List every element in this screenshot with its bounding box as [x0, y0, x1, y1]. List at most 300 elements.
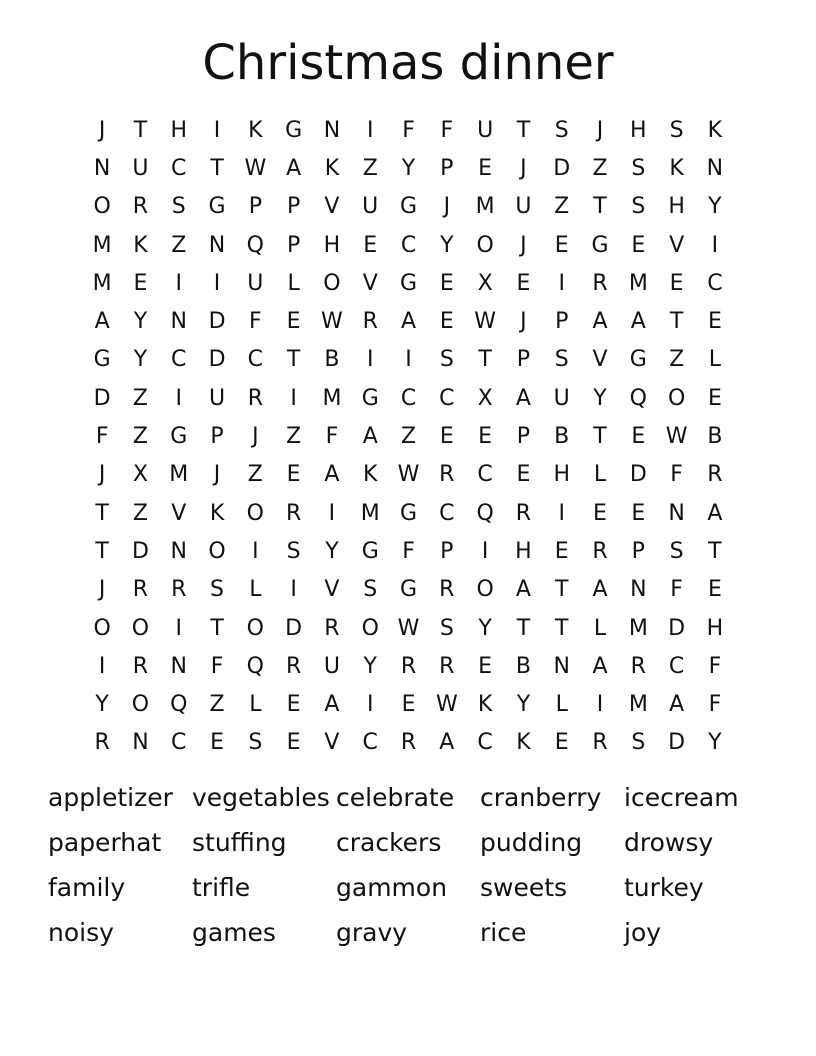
grid-letter[interactable]: I: [290, 577, 297, 603]
grid-letter[interactable]: E: [554, 538, 569, 564]
grid-letter[interactable]: Y: [133, 347, 148, 373]
grid-letter[interactable]: H: [630, 117, 647, 143]
grid-letter[interactable]: K: [209, 500, 225, 526]
grid-letter[interactable]: S: [248, 730, 263, 756]
grid-letter[interactable]: R: [707, 462, 723, 488]
grid-letter[interactable]: P: [516, 347, 531, 373]
grid-letter[interactable]: N: [170, 309, 187, 335]
grid-letter[interactable]: B: [707, 424, 723, 450]
grid-letter[interactable]: P: [516, 424, 531, 450]
grid-letter[interactable]: J: [520, 155, 527, 181]
grid-letter[interactable]: M: [475, 194, 495, 220]
grid-letter[interactable]: S: [631, 194, 646, 220]
grid-letter[interactable]: M: [322, 385, 342, 411]
grid-letter[interactable]: F: [708, 692, 722, 718]
grid-letter[interactable]: Z: [132, 424, 148, 450]
grid-letter[interactable]: T: [593, 194, 607, 220]
grid-letter[interactable]: R: [285, 500, 302, 526]
grid-letter[interactable]: O: [131, 615, 150, 641]
word-list-item: sweets: [480, 873, 568, 902]
grid-letter[interactable]: Q: [246, 232, 264, 258]
grid-letter[interactable]: L: [708, 347, 722, 373]
grid-letter[interactable]: D: [208, 309, 226, 335]
grid-letter[interactable]: C: [362, 730, 378, 756]
grid-letter[interactable]: T: [95, 500, 109, 526]
grid-letter[interactable]: E: [478, 424, 493, 450]
grid-letter[interactable]: I: [366, 347, 374, 373]
grid-letter[interactable]: F: [402, 538, 415, 564]
grid-letter[interactable]: U: [132, 155, 149, 181]
grid-letter[interactable]: V: [669, 232, 685, 258]
grid-letter[interactable]: K: [477, 692, 493, 718]
grid-letter[interactable]: A: [707, 500, 723, 526]
grid-letter[interactable]: Y: [593, 385, 607, 411]
grid-letter[interactable]: S: [631, 155, 646, 181]
grid-letter[interactable]: I: [596, 692, 604, 718]
grid-letter[interactable]: G: [591, 232, 609, 258]
grid-letter[interactable]: N: [553, 653, 570, 679]
grid-letter[interactable]: R: [285, 653, 302, 679]
grid-letter[interactable]: O: [93, 194, 111, 220]
grid-letter[interactable]: E: [363, 232, 378, 258]
grid-letter[interactable]: S: [363, 577, 378, 603]
grid-letter[interactable]: K: [669, 155, 684, 181]
word-list-item: appletizer: [48, 783, 173, 812]
grid-letter[interactable]: E: [478, 155, 493, 181]
grid-letter[interactable]: C: [171, 730, 187, 756]
grid-letter[interactable]: H: [323, 232, 341, 258]
grid-letter[interactable]: J: [98, 117, 106, 143]
grid-letter[interactable]: L: [593, 462, 607, 488]
grid-letter[interactable]: C: [439, 500, 455, 526]
grid-letter[interactable]: T: [286, 347, 301, 373]
grid-letter[interactable]: M: [628, 270, 648, 296]
grid-letter[interactable]: M: [169, 462, 189, 488]
grid-letter[interactable]: U: [323, 653, 340, 679]
grid-letter[interactable]: E: [478, 653, 493, 679]
grid-letter[interactable]: A: [515, 385, 531, 411]
grid-letter[interactable]: E: [593, 500, 607, 526]
grid-letter[interactable]: S: [439, 347, 454, 373]
grid-letter[interactable]: J: [252, 424, 259, 450]
grid-letter[interactable]: I: [252, 538, 259, 564]
grid-letter[interactable]: A: [362, 424, 378, 450]
grid-letter[interactable]: G: [285, 117, 303, 143]
grid-letter[interactable]: E: [631, 500, 646, 526]
word-list-item: celebrate: [336, 783, 455, 812]
grid-letter[interactable]: C: [707, 270, 723, 296]
grid-letter[interactable]: O: [323, 270, 341, 296]
grid-letter[interactable]: T: [593, 424, 607, 450]
grid-letter[interactable]: E: [554, 232, 569, 258]
grid-letter[interactable]: Y: [516, 692, 531, 718]
word-list-item: family: [48, 873, 126, 902]
grid-letter[interactable]: Y: [133, 309, 148, 335]
grid-letter[interactable]: Z: [592, 155, 608, 181]
grid-letter[interactable]: P: [248, 194, 262, 220]
grid-letter[interactable]: G: [361, 538, 379, 564]
grid-letter[interactable]: I: [175, 270, 182, 296]
grid-letter[interactable]: L: [287, 270, 300, 296]
grid-letter[interactable]: C: [400, 232, 417, 258]
grid-letter[interactable]: F: [402, 117, 415, 143]
grid-letter[interactable]: Z: [362, 155, 378, 181]
grid-letter[interactable]: E: [210, 730, 224, 756]
grid-letter[interactable]: A: [592, 653, 608, 679]
grid-letter[interactable]: Z: [554, 194, 570, 220]
grid-letter[interactable]: R: [439, 577, 455, 603]
grid-letter[interactable]: I: [366, 692, 374, 718]
grid-letter[interactable]: D: [93, 385, 111, 411]
grid-letter[interactable]: G: [208, 194, 226, 220]
grid-letter[interactable]: G: [399, 500, 418, 526]
grid-letter[interactable]: P: [286, 194, 301, 220]
grid-letter[interactable]: E: [401, 692, 416, 718]
grid-letter[interactable]: A: [324, 462, 340, 488]
grid-letter[interactable]: E: [669, 270, 684, 296]
grid-letter[interactable]: N: [630, 577, 647, 603]
word-list-item: drowsy: [624, 828, 714, 857]
grid-letter[interactable]: A: [669, 692, 685, 718]
grid-letter[interactable]: Y: [708, 194, 722, 220]
grid-letter[interactable]: Z: [132, 500, 148, 526]
grid-letter[interactable]: F: [95, 424, 109, 450]
grid-letter[interactable]: G: [399, 270, 418, 296]
grid-letter[interactable]: P: [210, 424, 224, 450]
grid-letter[interactable]: O: [476, 232, 494, 258]
grid-letter[interactable]: H: [706, 615, 724, 641]
grid-letter[interactable]: E: [439, 424, 454, 450]
grid-letter[interactable]: E: [707, 309, 722, 335]
grid-letter[interactable]: R: [592, 730, 608, 756]
grid-letter[interactable]: T: [133, 117, 148, 143]
grid-letter[interactable]: Y: [440, 232, 454, 258]
grid-letter[interactable]: G: [399, 577, 418, 603]
grid-letter[interactable]: R: [400, 730, 417, 756]
grid-letter[interactable]: J: [520, 309, 527, 335]
grid-letter[interactable]: T: [95, 538, 109, 564]
grid-letter[interactable]: T: [210, 155, 224, 181]
grid-letter[interactable]: Q: [170, 692, 188, 718]
grid-letter[interactable]: E: [554, 730, 569, 756]
grid-letter[interactable]: S: [554, 347, 569, 373]
grid-letter[interactable]: R: [324, 615, 340, 641]
grid-letter[interactable]: J: [596, 117, 604, 143]
grid-letter[interactable]: E: [516, 270, 531, 296]
grid-letter[interactable]: N: [323, 117, 341, 143]
grid-letter[interactable]: O: [246, 500, 264, 526]
grid-letter[interactable]: X: [477, 385, 493, 411]
grid-letter[interactable]: O: [476, 577, 494, 603]
grid-letter[interactable]: R: [439, 462, 455, 488]
grid-letter[interactable]: T: [554, 577, 569, 603]
grid-letter[interactable]: V: [324, 730, 340, 756]
grid-letter[interactable]: J: [443, 194, 451, 220]
grid-letter[interactable]: Y: [708, 730, 722, 756]
grid-letter[interactable]: R: [362, 309, 378, 335]
grid-letter[interactable]: N: [706, 155, 724, 181]
grid-letter[interactable]: N: [132, 730, 149, 756]
grid-letter[interactable]: L: [249, 692, 262, 718]
grid-letter[interactable]: R: [132, 577, 149, 603]
grid-letter[interactable]: J: [98, 577, 106, 603]
grid-letter[interactable]: R: [94, 730, 110, 756]
grid-letter[interactable]: W: [435, 692, 458, 718]
grid-letter[interactable]: P: [555, 309, 569, 335]
grid-letter[interactable]: A: [324, 692, 340, 718]
word-list-item: stuffing: [192, 828, 287, 857]
grid-letter[interactable]: C: [477, 462, 493, 488]
grid-letter[interactable]: O: [246, 615, 264, 641]
grid-letter[interactable]: G: [93, 347, 111, 373]
grid-letter[interactable]: F: [670, 462, 683, 488]
grid-letter[interactable]: F: [440, 117, 454, 143]
grid-letter[interactable]: Y: [478, 615, 492, 641]
grid-letter[interactable]: O: [361, 615, 379, 641]
grid-letter[interactable]: N: [170, 653, 187, 679]
grid-letter[interactable]: R: [132, 194, 149, 220]
grid-letter[interactable]: W: [474, 309, 496, 335]
grid-letter[interactable]: S: [171, 194, 186, 220]
grid-letter[interactable]: F: [708, 653, 722, 679]
grid-letter[interactable]: I: [405, 347, 412, 373]
grid-letter[interactable]: Y: [95, 692, 109, 718]
grid-letter[interactable]: R: [400, 653, 417, 679]
grid-letter[interactable]: G: [399, 194, 418, 220]
grid-letter[interactable]: N: [170, 538, 187, 564]
grid-letter[interactable]: C: [477, 730, 493, 756]
grid-letter[interactable]: I: [711, 232, 719, 258]
grid-letter[interactable]: Q: [246, 653, 264, 679]
grid-letter[interactable]: Z: [247, 462, 263, 488]
grid-letter[interactable]: Z: [209, 692, 225, 718]
grid-letter[interactable]: R: [515, 500, 532, 526]
grid-letter[interactable]: T: [708, 538, 722, 564]
grid-letter[interactable]: U: [247, 270, 264, 296]
grid-letter[interactable]: M: [628, 692, 648, 718]
grid-letter[interactable]: N: [93, 155, 111, 181]
grid-letter[interactable]: A: [400, 309, 417, 335]
grid-letter[interactable]: J: [520, 232, 527, 258]
grid-letter[interactable]: E: [707, 577, 722, 603]
grid-letter[interactable]: Z: [132, 385, 148, 411]
grid-letter[interactable]: E: [286, 309, 301, 335]
grid-letter[interactable]: E: [631, 232, 646, 258]
grid-letter[interactable]: H: [553, 462, 570, 488]
grid-letter[interactable]: E: [286, 462, 301, 488]
grid-letter[interactable]: D: [285, 615, 303, 641]
grid-letter[interactable]: L: [555, 692, 568, 718]
grid-letter[interactable]: I: [175, 615, 182, 641]
grid-letter[interactable]: C: [247, 347, 264, 373]
grid-letter[interactable]: V: [324, 194, 340, 220]
grid-letter[interactable]: G: [361, 385, 379, 411]
grid-letter[interactable]: R: [171, 577, 187, 603]
grid-letter[interactable]: S: [669, 117, 684, 143]
grid-letter[interactable]: S: [439, 615, 454, 641]
grid-letter[interactable]: I: [558, 500, 565, 526]
grid-letter[interactable]: E: [439, 309, 454, 335]
grid-letter[interactable]: F: [325, 424, 339, 450]
grid-letter[interactable]: T: [516, 117, 531, 143]
grid-letter[interactable]: K: [324, 155, 340, 181]
grid-letter[interactable]: K: [248, 117, 263, 143]
grid-letter[interactable]: O: [667, 385, 686, 411]
grid-letter[interactable]: M: [628, 615, 648, 641]
grid-letter[interactable]: B: [515, 653, 531, 679]
grid-letter[interactable]: A: [439, 730, 455, 756]
word-list-item: games: [192, 918, 276, 947]
grid-letter[interactable]: H: [668, 194, 685, 220]
grid-letter[interactable]: C: [668, 653, 685, 679]
puzzle-title: Christmas dinner: [202, 35, 614, 91]
grid-letter[interactable]: I: [328, 500, 336, 526]
grid-letter[interactable]: W: [665, 424, 688, 450]
grid-letter[interactable]: F: [249, 309, 262, 335]
grid-letter[interactable]: R: [247, 385, 263, 411]
grid-letter[interactable]: M: [360, 500, 380, 526]
word-list: [48, 777, 768, 957]
grid-letter[interactable]: C: [400, 385, 417, 411]
grid-letter[interactable]: I: [366, 117, 374, 143]
grid-letter[interactable]: F: [670, 577, 683, 603]
grid-letter[interactable]: I: [213, 270, 221, 296]
grid-letter[interactable]: K: [133, 232, 148, 258]
grid-letter[interactable]: U: [208, 385, 226, 411]
grid-letter[interactable]: E: [707, 385, 722, 411]
grid-letter[interactable]: E: [439, 270, 454, 296]
grid-letter[interactable]: E: [286, 692, 301, 718]
grid-letter[interactable]: E: [133, 270, 148, 296]
grid-letter[interactable]: F: [210, 653, 224, 679]
grid-letter[interactable]: T: [669, 309, 684, 335]
grid-letter[interactable]: D: [629, 462, 647, 488]
grid-letter[interactable]: E: [286, 730, 301, 756]
grid-letter[interactable]: I: [98, 653, 106, 679]
grid-letter[interactable]: S: [286, 538, 301, 564]
grid-letter[interactable]: O: [131, 692, 150, 718]
grid-letter[interactable]: E: [631, 424, 646, 450]
grid-letter[interactable]: J: [213, 462, 221, 488]
grid-letter[interactable]: K: [363, 462, 378, 488]
grid-letter[interactable]: J: [98, 462, 106, 488]
grid-letter[interactable]: S: [669, 538, 684, 564]
grid-letter[interactable]: Y: [401, 155, 416, 181]
grid-letter[interactable]: I: [558, 270, 565, 296]
grid-letter[interactable]: I: [290, 385, 297, 411]
grid-letter[interactable]: B: [554, 424, 570, 450]
grid-letter[interactable]: T: [210, 615, 224, 641]
grid-letter[interactable]: L: [593, 615, 607, 641]
grid-letter[interactable]: R: [132, 653, 149, 679]
grid-letter[interactable]: A: [592, 577, 608, 603]
grid-letter[interactable]: D: [208, 347, 226, 373]
grid-letter[interactable]: P: [631, 538, 645, 564]
grid-letter[interactable]: V: [324, 577, 340, 603]
grid-letter[interactable]: T: [554, 615, 569, 641]
grid-letter[interactable]: M: [92, 232, 112, 258]
grid-letter[interactable]: Y: [363, 653, 377, 679]
grid-letter[interactable]: T: [478, 347, 492, 373]
grid-letter[interactable]: T: [516, 615, 531, 641]
grid-letter[interactable]: U: [515, 194, 532, 220]
grid-letter[interactable]: D: [131, 538, 149, 564]
grid-letter[interactable]: A: [592, 309, 608, 335]
word-list-item: cranberry: [480, 783, 602, 812]
grid-letter[interactable]: H: [515, 538, 532, 564]
grid-letter[interactable]: S: [631, 730, 646, 756]
grid-letter[interactable]: X: [477, 270, 493, 296]
grid-letter[interactable]: C: [171, 347, 187, 373]
grid-letter[interactable]: C: [439, 385, 455, 411]
grid-letter[interactable]: R: [630, 653, 646, 679]
grid-letter[interactable]: P: [440, 538, 454, 564]
grid-letter[interactable]: D: [553, 155, 571, 181]
grid-letter[interactable]: A: [94, 309, 110, 335]
grid-letter[interactable]: R: [592, 270, 608, 296]
grid-letter[interactable]: H: [170, 117, 188, 143]
grid-letter[interactable]: O: [208, 538, 226, 564]
grid-letter[interactable]: K: [516, 730, 531, 756]
grid-letter[interactable]: Z: [171, 232, 187, 258]
grid-letter[interactable]: U: [477, 117, 494, 143]
grid-letter[interactable]: W: [397, 462, 420, 488]
grid-letter[interactable]: U: [553, 385, 570, 411]
grid-letter[interactable]: W: [321, 309, 343, 335]
grid-letter[interactable]: V: [362, 270, 378, 296]
grid-letter[interactable]: I: [175, 385, 182, 411]
grid-letter[interactable]: G: [629, 347, 647, 373]
grid-letter[interactable]: L: [249, 577, 262, 603]
grid-letter[interactable]: Z: [400, 424, 417, 450]
grid-letter[interactable]: S: [210, 577, 225, 603]
word-list-item: gravy: [336, 918, 408, 947]
grid-letter[interactable]: E: [516, 462, 531, 488]
grid-letter[interactable]: D: [668, 615, 686, 641]
grid-letter[interactable]: S: [554, 117, 569, 143]
grid-letter[interactable]: C: [171, 155, 187, 181]
grid-letter[interactable]: W: [397, 615, 420, 641]
grid-letter[interactable]: K: [707, 117, 723, 143]
grid-letter[interactable]: G: [170, 424, 188, 450]
grid-letter[interactable]: Z: [669, 347, 685, 373]
grid-letter[interactable]: B: [324, 347, 340, 373]
grid-letter[interactable]: Q: [629, 385, 647, 411]
grid-letter[interactable]: A: [286, 155, 302, 181]
grid-letter[interactable]: V: [592, 347, 608, 373]
grid-letter[interactable]: N: [668, 500, 685, 526]
grid-letter[interactable]: Y: [325, 538, 339, 564]
grid-letter[interactable]: O: [93, 615, 111, 641]
grid-letter[interactable]: Z: [286, 424, 302, 450]
grid-letter[interactable]: Q: [476, 500, 494, 526]
grid-letter[interactable]: V: [171, 500, 187, 526]
grid-letter[interactable]: D: [668, 730, 686, 756]
grid-letter[interactable]: P: [286, 232, 301, 258]
grid-letter[interactable]: I: [481, 538, 489, 564]
grid-letter[interactable]: N: [208, 232, 226, 258]
grid-letter[interactable]: X: [132, 462, 148, 488]
grid-letter[interactable]: M: [92, 270, 112, 296]
grid-letter[interactable]: A: [630, 309, 646, 335]
grid-letter[interactable]: W: [244, 155, 267, 181]
grid-letter[interactable]: A: [515, 577, 531, 603]
grid-letter[interactable]: I: [213, 117, 221, 143]
grid-letter[interactable]: U: [362, 194, 379, 220]
grid-letter[interactable]: P: [440, 155, 454, 181]
grid-letter[interactable]: R: [592, 538, 608, 564]
grid-letter[interactable]: R: [439, 653, 455, 679]
